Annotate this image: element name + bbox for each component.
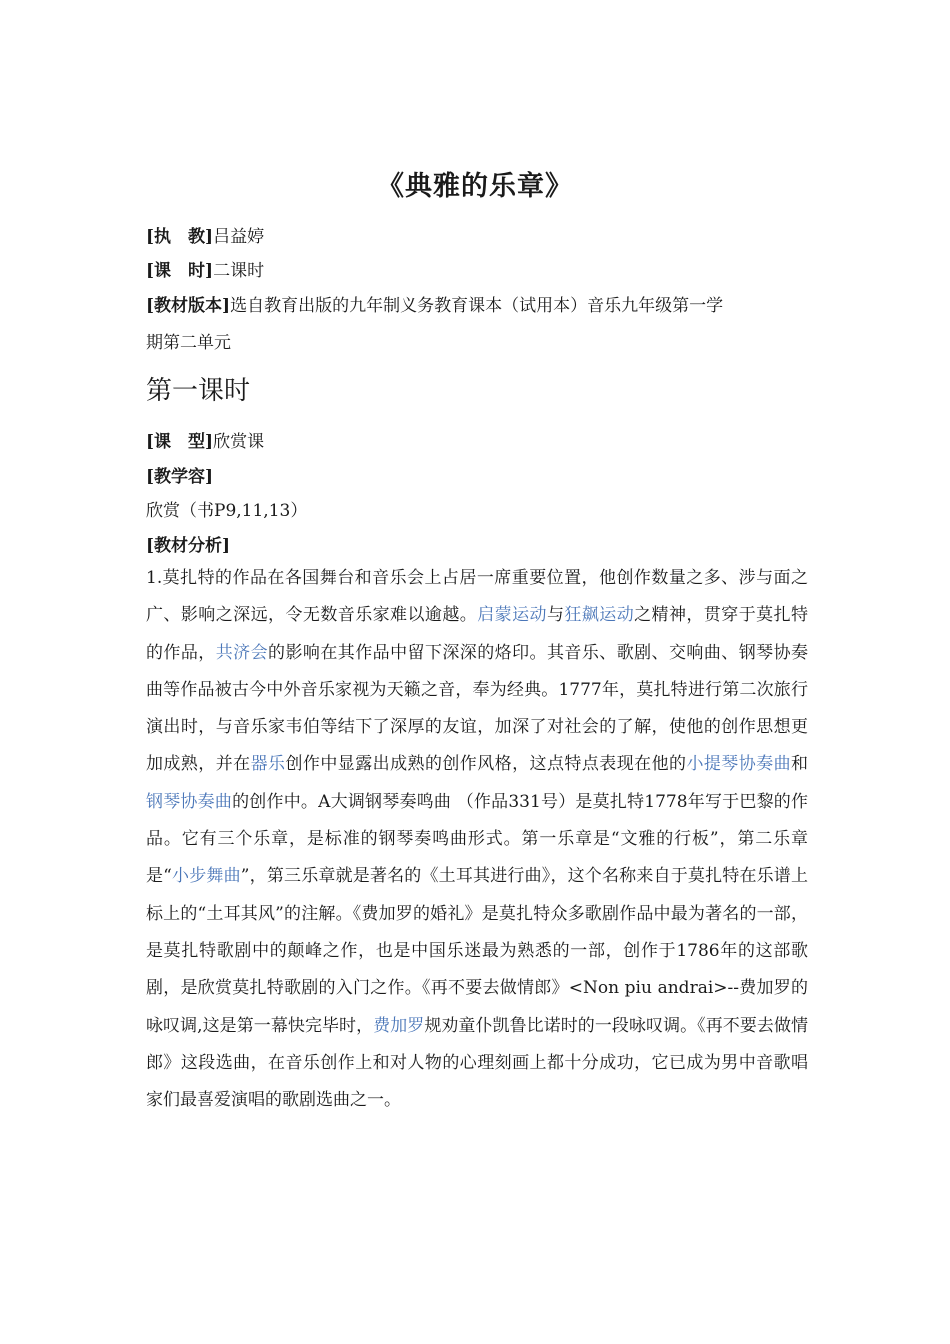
hours-label: [课 时] bbox=[146, 261, 214, 281]
section-heading: 第一课时 bbox=[146, 376, 251, 406]
teacher-value: 吕益婷 bbox=[213, 227, 265, 247]
type-value: 欣赏课 bbox=[213, 432, 265, 452]
analysis-text: 规劝童仆凯鲁比诺时的一段咏叹调。《再不要去做情郎》这段选曲，在音乐创作上和对人物的心理刻画上都十分成功，它已成为男中音歌唱家们最喜爱演唱的歌剧选曲之一。 bbox=[146, 1015, 809, 1111]
analysis-paragraph bbox=[146, 560, 808, 1119]
link-piano-concerto[interactable]: 钢琴协奏曲 bbox=[146, 791, 233, 812]
edition-line bbox=[146, 291, 723, 316]
analysis-label: [教材分析] bbox=[146, 536, 231, 556]
hours-line bbox=[146, 256, 264, 281]
analysis-text: 创作中显露出成熟的创作风格，这点特点表现在他的 bbox=[285, 754, 687, 775]
analysis-text: 的影响在其作品中留下深深的烙印。其音乐、歌剧、交响曲、钢琴协奏曲等作品被古今中外音乐家视为天籁之音，奉为经典。1777年，莫扎特进行第二次旅行演出时，与音乐家韦伯等结下了深厚的友谊，加深了对社会的了解，使他的创作思想更加成熟，并在 bbox=[146, 642, 809, 775]
analysis-text: ”，第三乐章就是著名的《土耳其进行曲》，这个名称来自于莫扎特在乐谱上标上的“土耳其风”的注解。《费加罗的婚礼》是莫扎特众多歌剧作品中最为著名的一部，是莫扎特歌剧中的颠峰之作，也是中国乐迷最为熟悉的一部，创作于1786年的这部歌剧，是欣赏莫扎特歌剧的入门之作。《再不要去做情郎》<Non piu andrai>--费加罗的咏叹调,这是第一幕快完毕时， bbox=[146, 866, 808, 1036]
analysis-text: 和 bbox=[791, 754, 809, 775]
link-enlightenment[interactable]: 启蒙运动 bbox=[477, 605, 547, 626]
analysis-text: 1.莫扎特的作品在各国舞台和音乐会上占居一席重要位置，他创作数量之多、涉与面之广、影响之深远，令无数音乐家难以逾越。 bbox=[146, 568, 808, 626]
edition-value-continued: 期第二单元 bbox=[146, 333, 231, 353]
link-minuet[interactable]: 小步舞曲 bbox=[171, 866, 241, 887]
document-title: 《典雅的乐章》 bbox=[377, 171, 573, 202]
link-instrumental[interactable]: 器乐 bbox=[250, 754, 286, 775]
type-line bbox=[146, 427, 264, 452]
teacher-label: [执 教] bbox=[146, 227, 214, 247]
edition-value: 选自教育出版的九年制义务教育课本（试用本）音乐九年级第一学 bbox=[230, 296, 724, 316]
link-violin-concerto[interactable]: 小提琴协奏曲 bbox=[686, 754, 792, 775]
edition-label: [教材版本] bbox=[146, 296, 231, 316]
link-figaro[interactable]: 费加罗 bbox=[373, 1015, 425, 1036]
analysis-text: 之精神，贯穿于莫扎特的作品， bbox=[146, 605, 809, 663]
link-freemasonry[interactable]: 共济会 bbox=[215, 642, 269, 663]
type-label: [课 型] bbox=[146, 432, 214, 452]
content-label: [教学容] bbox=[146, 467, 214, 487]
teacher-line bbox=[146, 222, 264, 247]
content-value: 欣赏（书P9,11,13） bbox=[146, 501, 308, 521]
hours-value: 二课时 bbox=[213, 261, 265, 281]
link-sturm-und-drang[interactable]: 狂飙运动 bbox=[564, 605, 635, 626]
analysis-text: 与 bbox=[546, 605, 565, 626]
analysis-text: 的创作中。A大调钢琴奏鸣曲 （作品331号）是莫扎特1778年写于巴黎的作品。它有三个乐章，是标准的钢琴奏鸣曲形式。第一乐章是“文雅的行板”，第二乐章是“ bbox=[146, 791, 808, 887]
